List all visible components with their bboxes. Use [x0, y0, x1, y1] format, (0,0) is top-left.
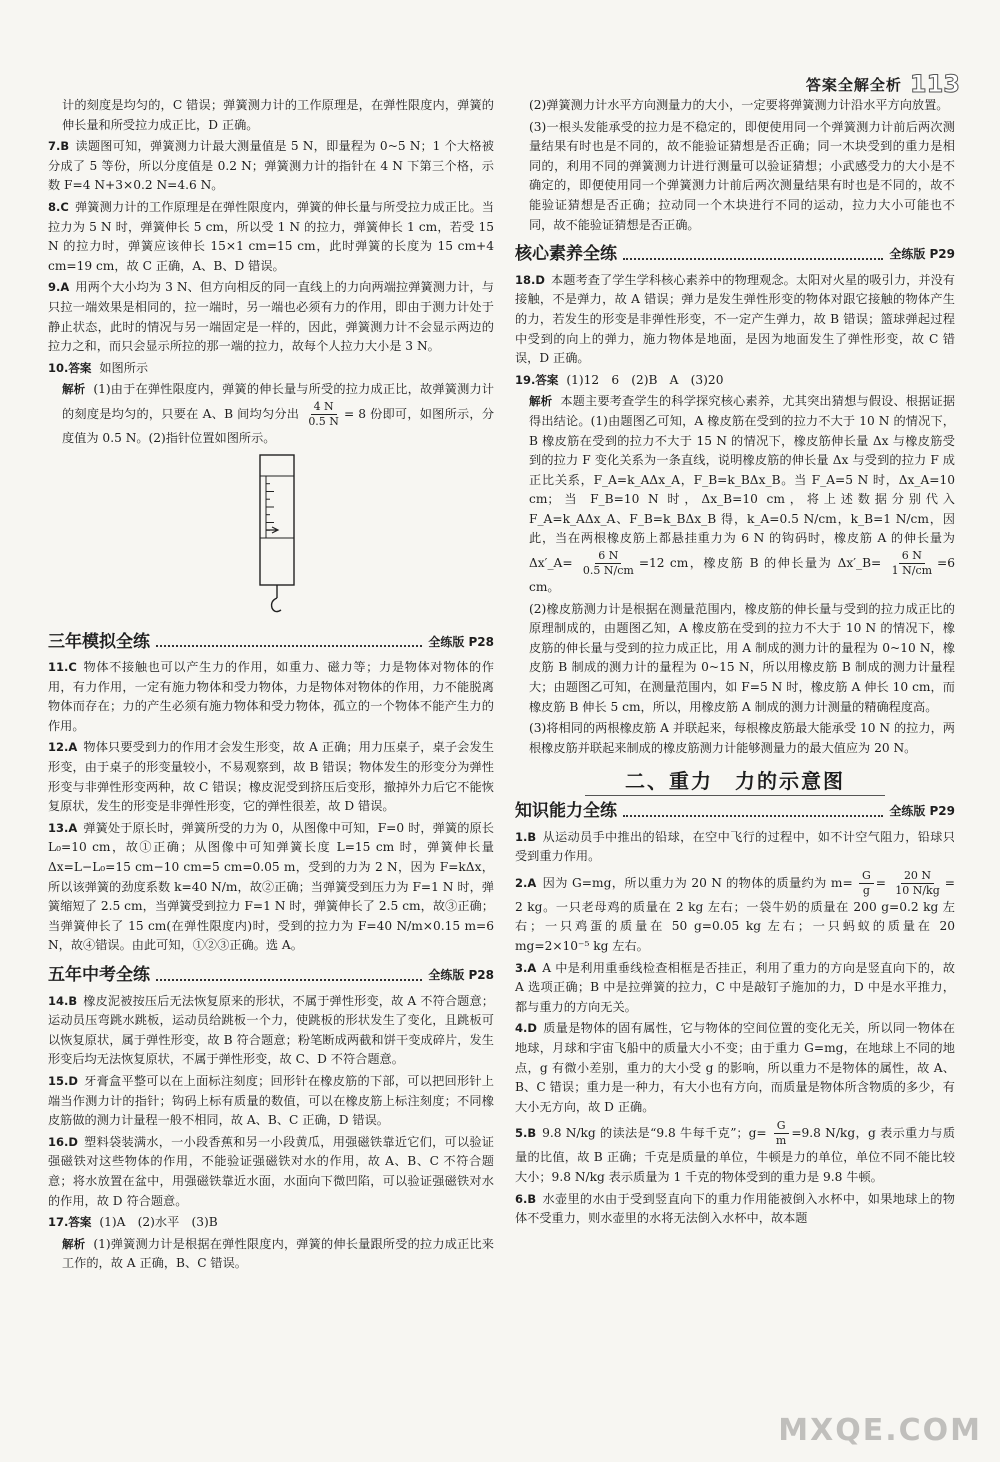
- g-q3-number: 3.A: [515, 960, 537, 975]
- g-q1-number: 1.B: [515, 829, 537, 844]
- right-column: [515, 96, 955, 1231]
- q16-text: 塑料袋装满水，一小段香蕉和另一小段黄瓜，用强磁铁靠近它们，可以验证强磁铁对这些物体的作用，不能验证强磁铁对水的作用，故 A、B、C 不符合题意；将水放置在盆中，用强磁铁靠近水面，水面向下微凹陷，可以验证强磁铁对水的作用，故 D 符合题意。: [48, 1134, 494, 1208]
- section-wunian: [48, 966, 494, 986]
- q18-text: 本题考查了学生学科核心素养中的物理观念。太阳对火星的吸引力，并没有接触，不是弹力，故 A 错误；弹力是发生弹性形变的物体对跟它接触的物体产生的力，若发生的形变是非弹性形变，不一定产生弹力，故 B 错误；篮球弹起过程中受到的向上的弹力，施力物体是地面，是因为地面发生了弹性形变，故 C 错误，D 正确。: [515, 272, 955, 366]
- section-divider: [156, 979, 422, 981]
- spring-scale-svg: [48, 453, 494, 623]
- q19-part2: (2)橡皮筋测力计是根据在测量范围内，橡皮筋的伸长量与受到的拉力成正比的原理制成的，由题图乙知，A 橡皮筋在受到的拉力不大于 10 N 的情况下，橡皮筋的伸长量与受到的拉力成正比，用 A 制成的测力计的量程为 0~10 N，橡皮筋 B 制成的测力计的量程为 0~15 N，所以用橡皮筋 B 制成的测力计量程大；由题图乙可知，在测量范围内，如 F=5 N 时，橡皮筋 A 伸长 10 cm，而橡皮筋 B 伸长 5 cm，所以，用橡皮筋 A 制成的测力计测量的精确程度高。: [529, 601, 955, 714]
- g-q5-frac-den: m: [775, 1134, 787, 1148]
- header-title: 答案全解全析: [805, 75, 902, 94]
- g-q6-text: 水壶里的水由于受到竖直向下的重力作用能被倒入水杯中，如果地球上的物体不受重力，则水壶里的水将无法倒入水杯中，故本题: [515, 1191, 955, 1226]
- q19-fraction-a: [580, 549, 637, 578]
- g-q5: [515, 1119, 955, 1187]
- section-zhishi: [515, 802, 955, 822]
- q12-text: 物体只要受到力的作用才会发生形变，故 A 正确；用力压桌子，桌子会发生形变，由于桌子的形变量较小，不易观察到，故 B 错误；物体发生的形变分为弹性形变与非弹性形变两种，故 C 错误；橡皮泥受到挤压后变形，撤掉外力后它不能恢复原状，发生的形变是非弹性形变，它的弹性很差，故 D 错误。: [48, 740, 494, 814]
- q7: [48, 137, 494, 196]
- q8: [48, 198, 494, 276]
- q19-fraction-b: [889, 549, 935, 578]
- g-q3-text: A 中是利用重垂线检查相框是否挂正，利用了重力的方向是竖直向下的，故 A 选项正确；B 中是拉弹簧的拉力，C 中是敲钉子施加的力，D 中是水平推力，都与重力的方向无关。: [515, 960, 955, 1014]
- q10-text2: = 8 份即可，如图所示，分度值为 0.5 N。(2)指针位置如图所示。: [62, 406, 495, 445]
- g-q5-fraction: [773, 1119, 789, 1148]
- q19-explanation: [515, 392, 955, 597]
- g-q6: [515, 1190, 955, 1229]
- q13-text: 弹簧处于原长时，弹簧所受的力为 0，从图像中可知，F=0 时，弹簧的原长 L₀=10 cm，故①正确；从图像中可知弹簧长度 L=15 cm 时，弹簧伸长量 Δx=L−L₀=15 cm−10 cm=5 cm=0.05 m，受到的力为 2 N，因为 F=kΔx，所以该弹簧的劲度系数 k=40 N/m，故②正确；当弹簧受到压力为 F=1 N 时，弹簧缩短了 2.5 cm，当弹簧受到拉力 F=1 N 时，弹簧伸长了 2.5 cm，故③正确；当弹簧伸长了 15 cm(在弹性限度内)时，受到的拉力为 F=40 N/m×0.15 m=6 N，故④错误。由此可知，①②③正确。选 A。: [48, 820, 494, 953]
- q15: [48, 1072, 494, 1131]
- g-q5-text2: =9.8 N/kg，g 表示重力与质量的比值，故 B 正确；千克是质量的单位，牛顿是力的单位，单位不同不能比较大小；9.8 N/kg 表示质量为 1 千克的物体受到的重力是 9.8 牛顿。: [515, 1126, 956, 1184]
- q19-frac1-den: 0.5 N/cm: [582, 564, 634, 578]
- q10-text1: (1)由于在弹性限度内，弹簧的伸长量与所受的拉力成正比，故弹簧测力计的刻度是均匀的，只要在 A、B 间均匀分出: [62, 382, 494, 421]
- q14: [48, 992, 494, 1070]
- g-q2-frac2-num: 20 N: [901, 869, 934, 884]
- left-column: [48, 96, 494, 1276]
- page-header: [806, 70, 960, 98]
- q17-tag: 解析: [62, 1236, 86, 1251]
- q13: [48, 819, 494, 956]
- spring-scale-figure: [48, 453, 494, 623]
- q19-text1: 本题主要考查学生的科学探究核心素养，尤其突出猜想与假设、根据证据得出结论。(1)由题图乙可知，A 橡皮筋在受到的拉力不大于 10 N 的情况下，B 橡皮筋在受到的拉力不大于 15 N 的情况下，橡皮筋伸长量 Δx 与橡皮筋受到的拉力 F 变化关系为一条直线，说明橡皮筋的伸长量 Δx 与受到的拉力 F 成正比关系，F_A=k_AΔx_A，F_B=k_BΔx_B。当 F_A=5 N 时，Δx_A=10 cm；当 F_B=10 N 时，Δx_B=10 cm，将上述数据分别代入 F_A=k_AΔx_A、F_B=k_BΔx_B 得，k_A=0.5 N/cm，k_B=1 N/cm，因此，当在两根橡皮筋上都悬挂重力为 6 N 的钩码时，橡皮筋 A 的伸长量为 Δx′_A=: [529, 394, 956, 571]
- g-q6-number: 6.B: [515, 1191, 537, 1206]
- q14-text: 橡皮泥被按压后无法恢复原来的形状，不属于弹性形变，故 A 不符合题意；运动员压弯跳水跳板，运动员给跳板一个力，使跳板的形状发生了变化，且跳板可以恢复原状，属于弹性形变，故 B 符合题意；粉笔断成两截和饼干变成碎片，发生形变后均无法恢复原状，不属于弹性形变，故 C、D 不符合题意。: [48, 993, 494, 1067]
- q8-number: 8.C: [48, 199, 69, 214]
- section-hexin: [515, 245, 955, 265]
- q6-continuation: 计的刻度是均匀的，C 错误；弹簧测力计的工作原理是，在弹性限度内，弹簧的伸长量和所受拉力成正比，D 正确。: [62, 98, 494, 132]
- q19-frac2-den: 1 N/cm: [891, 564, 933, 578]
- g-q2-fraction-a: [859, 869, 874, 898]
- q12-number: 12.A: [48, 740, 78, 755]
- section-zhishi-ref: 全练版 P29: [889, 804, 955, 818]
- q7-text: 读题图可知，弹簧测力计最大测量值是 5 N，即量程为 0~5 N；1 个大格被分成了 5 等份，所以分度值是 0.2 N；弹簧测力计的指针在 4 N 下第三个格，示数 F=4 N+3×0.2 N=4.6 N。: [48, 139, 494, 193]
- q10-answer: 如图所示: [99, 360, 149, 375]
- q17-continuation-3: (3)一根头发能承受的拉力是不稳定的，即便使用同一个弹簧测力计前后两次测量结果有时也是不同的，故不能验证猜想是否正确；同一木块受到的重力是相同的，利用不同的弹簧测力计进行测量可以验证猜想；小武感受力的大小是不确定的，即便使用同一个弹簧测力计前后两次测量结果有时也是不同的，故不能验证猜想是否正确；拉动同一个木块进行不同的运动，拉力大小可能也不同，故不能验证猜想是否正确。: [529, 119, 955, 232]
- q10-frac-den: 0.5 N: [308, 414, 339, 428]
- q8-text: 弹簧测力计的工作原理是在弹性限度内，弹簧的伸长量与所受拉力成正比。当拉力为 5 N 时，弹簧伸长 5 cm，所以受 1 N 的拉力，弹簧伸长 1 cm，若受 15 N 的拉力时，弹簧应该伸长 15×1 cm=15 cm，此时弹簧的长度为 15 cm+4 cm=19 cm，故 C 正确，A、B、D 错误。: [48, 199, 494, 273]
- q19-number: 19.答案: [515, 372, 559, 387]
- hook-icon: [272, 598, 281, 612]
- q9-number: 9.A: [48, 280, 70, 295]
- section-sannian-ref: 全练版 P28: [428, 634, 494, 649]
- q19-answer: (1)12 6 (2)B A (3)20: [566, 372, 724, 387]
- q18: [515, 271, 955, 369]
- g-q2-fraction-b: [892, 869, 943, 898]
- q15-text: 牙膏盒平整可以在上面标注刻度；回形针在橡皮筋的下部，可以把回形针上端当作测力计的指针；钩码上标有质量的数值，可以在橡皮筋上标注刻度；不同橡皮筋做的测力计量程一般不相同，故 A、B、C 正确，D 错误。: [48, 1073, 494, 1128]
- section-sannian-title: 三年模拟全练: [48, 631, 150, 652]
- q16-number: 16.D: [48, 1134, 78, 1149]
- page-number: 113: [909, 70, 960, 98]
- scale-body: [260, 455, 294, 585]
- q19-tag: 解析: [529, 394, 553, 409]
- watermark-logo: MXQE.COM: [778, 1413, 982, 1448]
- section-wunian-title: 五年中考全练: [48, 965, 150, 985]
- q11-number: 11.C: [48, 660, 77, 675]
- g-q2-frac2-den: 10 N/kg: [895, 883, 940, 897]
- section-wunian-ref: 全练版 P28: [428, 968, 494, 982]
- q19-frac1-num: 6 N: [595, 549, 621, 564]
- q17-continuation-2: (2)弹簧测力计水平方向测量力的大小，一定要将弹簧测力计沿水平方向放置。: [529, 98, 949, 112]
- q19: [515, 371, 955, 391]
- q16: [48, 1133, 494, 1211]
- pointer-arrow-icon: [266, 527, 278, 533]
- section-hexin-title: 核心素养全练: [515, 244, 617, 265]
- q17-explanation: [48, 1235, 494, 1274]
- g-q5-frac-num: G: [774, 1119, 789, 1134]
- q10-tag: 解析: [62, 382, 86, 397]
- section-hexin-ref: 全练版 P29: [889, 247, 955, 262]
- q19-text3: =6 cm。: [529, 556, 956, 595]
- g-q4-text: 质量是物体的固有属性，它与物体的空间位置的变化无关，所以同一物体在地球，月球和宇宙飞船中的质量大小不变；由于重力 G=mg，在地球上不同的地点，g 有微小差别，重力的大小受 g 的影响，所以重力不是物体的属性，故 A、B、C 错误；重力是一种力，有大小也有方向，而质量是物体所含物质的多少，有大小无方向，故 D 正确。: [515, 1021, 955, 1114]
- q11: [48, 658, 494, 736]
- q10-frac-num: 4 N: [311, 400, 337, 415]
- q17-number: 17.答案: [48, 1215, 92, 1230]
- q10-fraction: [305, 400, 342, 429]
- section-divider: [623, 815, 883, 817]
- g-q2-text1: 因为 G=mg，所以重力为 20 N 的物体的质量约为 m=: [542, 875, 853, 890]
- q18-number: 18.D: [515, 272, 545, 287]
- q12: [48, 738, 494, 816]
- g-q2-frac-num: G: [859, 869, 874, 884]
- g-q4: [515, 1019, 955, 1117]
- q19-text2: =12 cm，橡皮筋 B 的伸长量为 Δx′_B=: [638, 556, 882, 571]
- g-q3: [515, 959, 955, 1018]
- g-q1-text: 从运动员手中推出的铅球，在空中飞行的过程中，如不计空气阻力，铅球只受到重力作用。: [515, 829, 955, 864]
- q17: [48, 1213, 494, 1233]
- q11-text: 物体不接触也可以产生力的作用，如重力、磁力等；力是物体对物体的作用，有力作用，一定有施力物体和受力物体，力是物体对物体的作用，力不能脱离物体而存在；力的产生必须有施力物体和受力物体，孤立的一个物体不能产生力的作用。: [48, 660, 494, 733]
- q17-answer: (1)A (2)水平 (3)B: [99, 1215, 218, 1230]
- q14-number: 14.B: [48, 993, 78, 1008]
- q10-explanation: [48, 380, 494, 448]
- g-q2: 2.A 因为 G=mg，所以重力为 20 N 的物体的质量约为 m= $\frac{G}{g}$ = $\frac{20 N}{10 N/kg}$ = 2 kg。一只老母鸡的质量在 2 kg 左右；一袋牛奶的质量在 200 g=0.2 kg 左右；一只鸡蛋的质量在 50 g=0.05 kg 左右；一只蚂蚁的质量在 20 mg=2×10⁻⁵ kg 左右。: [515, 868, 955, 953]
- q7-number: 7.B: [48, 139, 70, 154]
- q15-number: 15.D: [48, 1073, 78, 1088]
- q17-text: (1)弹簧测力计是根据在弹性限度内，弹簧的伸长量跟所受的拉力成正比来工作的，故 A 正确，B、C 错误。: [62, 1236, 494, 1271]
- q9: [48, 278, 494, 356]
- g-q4-number: 4.D: [515, 1021, 537, 1036]
- g-q2-text2: = 2 kg。一只老母鸡的质量在 2 kg 左右；一袋牛奶的质量在 200 g=0.2 kg 左右；一只鸡蛋的质量在 50 g=0.05 kg 左右；一只蚂蚁的质量在 20 mg=2×10⁻⁵ kg 左右。: [515, 875, 955, 953]
- section-zhishi-title: 知识能力全练: [515, 801, 617, 821]
- q10: [48, 359, 494, 379]
- section-divider: [623, 258, 883, 260]
- q9-text: 用两个大小均为 3 N、但方向相反的同一直线上的力向两端拉弹簧测力计，与只拉一端效果是相同的，拉一端时，另一端也必须有力的作用，即由于测力计处于静止状态，此时的情况与另一端固定是一样的，因此，弹簧测力计不会显示两边的拉力之和，而只会显示所拉的那一端的拉力，故每个人拉力大小是 3 N。: [48, 280, 494, 354]
- g-q5-text1: 9.8 N/kg 的读法是“9.8 牛每千克”；g=: [542, 1126, 767, 1141]
- g-q2-frac-den: g: [862, 883, 870, 897]
- q10-number: 10.答案: [48, 360, 92, 375]
- g-q1: [515, 828, 955, 867]
- q19-part3: (3)将相同的两根橡皮筋 A 并联起来，每根橡皮筋最大能承受 10 N 的拉力，两根橡皮筋并联起来制成的橡皮筋测力计能够测量力的最大值应为 20 N。: [529, 721, 955, 755]
- chapter-title: 二、重力 力的示意图: [515, 772, 955, 792]
- g-q2-number: 2.A: [515, 875, 537, 890]
- g-q5-number: 5.B: [515, 1126, 537, 1141]
- q19-frac2-num: 6 N: [899, 549, 925, 564]
- section-divider: [156, 645, 422, 647]
- section-sannian: [48, 633, 494, 653]
- q13-number: 13.A: [48, 820, 78, 835]
